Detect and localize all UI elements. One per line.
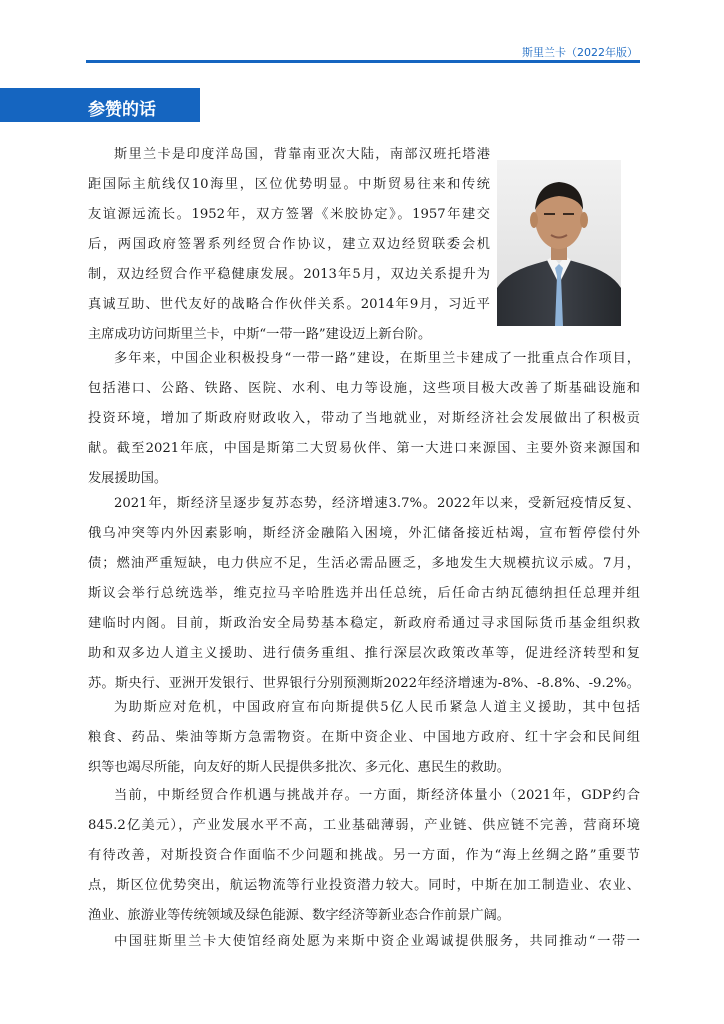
paragraph-line: 845.2亿美元），产业发展水平不高，工业基础薄弱，产业链、供应链不完善，营商环境 [88, 818, 640, 833]
paragraph-line: 债；燃油严重短缺，电力供应不足，生活必需品匮乏，多地发生大规模抗议示威。7月， [88, 556, 640, 571]
paragraph-line: 有待改善，对斯投资合作面临不少问题和挑战。另一方面，作为“海上丝绸之路”重要节 [88, 848, 640, 863]
paragraph-line: 斯议会举行总统选举，维克拉马辛哈胜选并出任总统，后任命古纳瓦德纳担任总理并组 [88, 586, 640, 601]
paragraph-line: 助和双多边人道主义援助、进行债务重组、推行深层次政策改革等，促进经济转型和复 [88, 646, 640, 661]
paragraph-line: 后，两国政府签署系列经贸合作协议，建立双边经贸联委会机 [88, 237, 490, 252]
paragraph-line: 包括港口、公路、铁路、医院、水利、电力等设施，这些项目极大改善了斯基础设施和 [88, 381, 640, 396]
paragraph-line: 发展援助国。 [88, 471, 168, 486]
aid-paragraph [88, 693, 640, 783]
section-title: 参赞的话 [88, 100, 156, 120]
paragraph-line: 斯里兰卡是印度洋岛国，背靠南亚次大陆，南部汉班托塔港 [114, 147, 490, 162]
paragraph-line: 织等也竭尽所能，向友好的斯人民提供多批次、多元化、惠民生的救助。 [88, 760, 510, 775]
embassy-paragraph [88, 927, 640, 957]
paragraph-line: 投资环境，增加了斯政府财政收入，带动了当地就业，对斯经济社会发展做出了积极贡 [88, 411, 640, 426]
paragraph-line: 主席成功访问斯里兰卡，中斯“一带一路”建设迈上新台阶。 [88, 327, 432, 342]
paragraph-line: 建临时内阁。目前，斯政治安全局势基本稳定，新政府希通过寻求国际货币基金组织救 [88, 616, 640, 631]
paragraph-line: 渔业、旅游业等传统领域及绿色能源、数字经济等新业态合作前景广阔。 [88, 908, 510, 923]
paragraph-line: 距国际主航线仅10海里，区位优势明显。中斯贸易往来和传统 [88, 177, 490, 192]
section-title-banner [0, 88, 200, 122]
paragraph-line: 真诚互助、世代友好的战略合作伙伴关系。2014年9月，习近平 [88, 297, 490, 312]
paragraph-line: 友谊源远流长。1952年，双方签署《米胶协定》。1957年建交 [88, 207, 490, 222]
running-header-title: 斯里兰卡（2022年版） [522, 46, 638, 59]
paragraph-line: 制，双边经贸合作平稳健康发展。2013年5月，双边关系提升为 [88, 267, 490, 282]
cooperation-paragraph [88, 344, 640, 494]
paragraph-line: 多年来，中国企业积极投身“一带一路”建设，在斯里兰卡建成了一批重点合作项目， [114, 351, 640, 366]
paragraph-line: 粮食、药品、柴油等斯方急需物资。在斯中资企业、中国地方政府、红十字会和民间组 [88, 730, 640, 745]
economy-paragraph [88, 489, 640, 699]
paragraph-line: 献。截至2021年底，中国是斯第二大贸易伙伴、第一大进口来源国、主要外资来源国和 [88, 441, 640, 456]
header-rule [86, 60, 640, 63]
paragraph-line: 俄乌冲突等内外因素影响，斯经济金融陷入困境，外汇储备接近枯竭，宣布暂停偿付外 [88, 526, 640, 541]
paragraph-line: 中国驻斯里兰卡大使馆经商处愿为来斯中资企业竭诚提供服务，共同推动“一带一 [114, 934, 640, 949]
paragraph-line: 2021年，斯经济呈逐步复苏态势，经济增速3.7%。2022年以来，受新冠疫情反复、 [114, 496, 640, 511]
paragraph-line: 为助斯应对危机，中国政府宣布向斯提供5亿人民币紧急人道主义援助，其中包括 [114, 700, 640, 715]
opportunities-paragraph [88, 781, 640, 931]
intro-paragraph [88, 140, 490, 350]
paragraph-line: 点，斯区位优势突出，航运物流等行业投资潜力较大。同时，中斯在加工制造业、农业、 [88, 878, 640, 893]
paragraph-line: 苏。斯央行、亚洲开发银行、世界银行分别预测斯2022年经济增速为-8%、-8.8%、-9.2%。 [88, 676, 640, 691]
paragraph-line: 当前，中斯经贸合作机遇与挑战并存。一方面，斯经济体量小（2021年，GDP约合 [114, 788, 640, 803]
counselor-portrait-photo [497, 160, 621, 326]
